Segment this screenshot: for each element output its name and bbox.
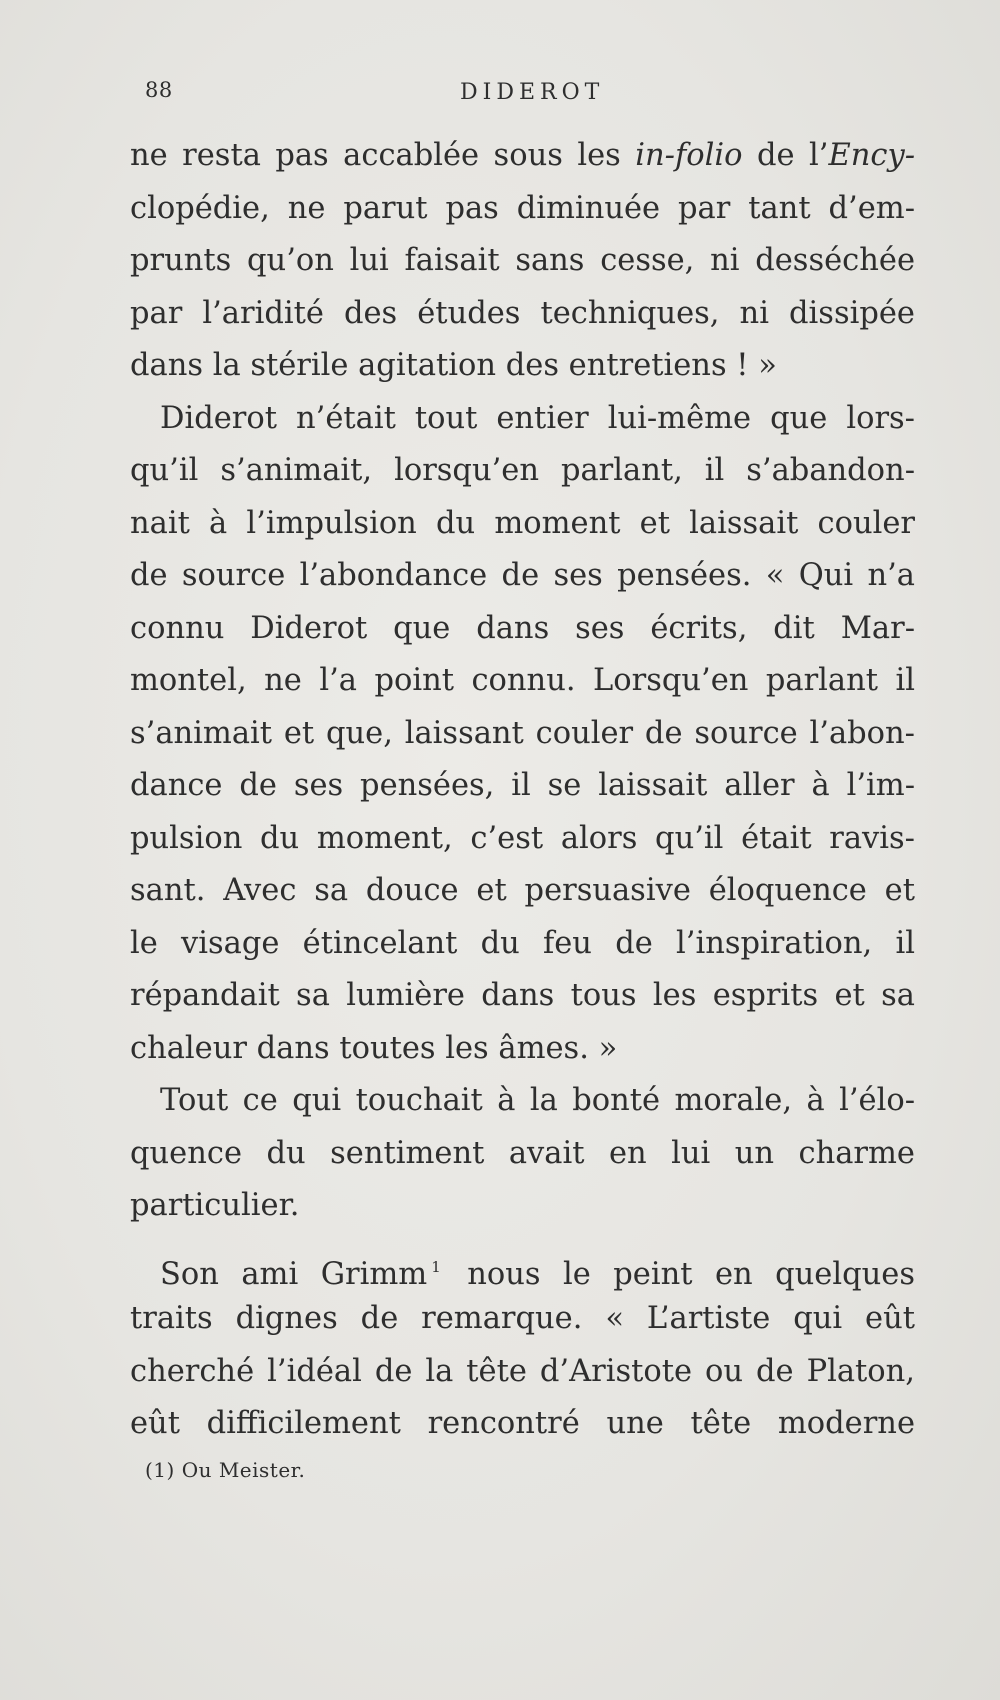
text-line: quence du sentiment avait en lui un charme — [130, 1135, 915, 1171]
body-text — [130, 130, 915, 1451]
text-line: particulier. — [130, 1188, 300, 1223]
text-line: répandait sa lumière dans tous les esprits et sa — [130, 978, 915, 1013]
text-line: eût difficilement rencontré une tête moderne — [130, 1406, 915, 1441]
text-line: connu Diderot que dans ses écrits, dit Mar- — [130, 610, 915, 646]
text-line: Diderot n’était tout entier lui-même que lors- — [160, 400, 915, 436]
page-number: 88 — [145, 78, 173, 102]
text-line: traits dignes de remarque. « L’artiste qui eût — [130, 1301, 915, 1336]
text-line: clopédie, ne parut pas diminuée par tant d’em- — [130, 190, 915, 226]
text-line: Tout ce qui touchait à la bonté morale, à l’élo- — [160, 1083, 915, 1118]
text-line: nait à l’impulsion du moment et laissait couler — [130, 505, 915, 541]
paragraph-gap — [130, 1233, 915, 1241]
running-title: DIDEROT — [460, 80, 605, 105]
text-line: Son ami Grimm $^1$ nous le peint en quelques — [160, 1256, 915, 1292]
text-line: s’animait et que, laissant couler de source l’abon- — [130, 715, 915, 751]
text-line: le visage étincelant du feu de l’inspiration, il — [130, 925, 915, 961]
running-head — [145, 78, 945, 118]
text-line: cherché l’idéal de la tête d’Aristote ou de Platon, — [130, 1353, 915, 1389]
footnote-marker: 1 — [431, 1257, 441, 1276]
text-line: montel, ne l’a point connu. Lorsqu’en parlant il — [130, 663, 915, 698]
text-line: pulsion du moment, c’est alors qu’il était ravis- — [130, 820, 915, 856]
text-line: par l’aridité des études techniques, ni dissipée — [130, 295, 915, 331]
text-line: dance de ses pensées, il se laissait aller à l’im- — [130, 768, 915, 803]
text-line: de source l’abondance de ses pensées. « Qui n’a — [130, 558, 915, 593]
italic-term: in-folio — [635, 138, 743, 173]
text-line: chaleur dans toutes les âmes. » — [130, 1030, 618, 1066]
text-line: sant. Avec sa douce et persuasive éloquence et — [130, 873, 915, 908]
italic-term: Ency- — [828, 138, 915, 173]
text-line: ne resta pas accablée sous les in-folio de l’Ency- — [130, 138, 915, 173]
footnote: (1) Ou Meister. — [145, 1458, 306, 1482]
text-line: qu’il s’animait, lorsqu’en parlant, il s’abandon- — [130, 453, 915, 488]
text-line: dans la stérile agitation des entretiens ! » — [130, 348, 777, 383]
text-line: prunts qu’on lui faisait sans cesse, ni desséchée — [130, 243, 915, 278]
